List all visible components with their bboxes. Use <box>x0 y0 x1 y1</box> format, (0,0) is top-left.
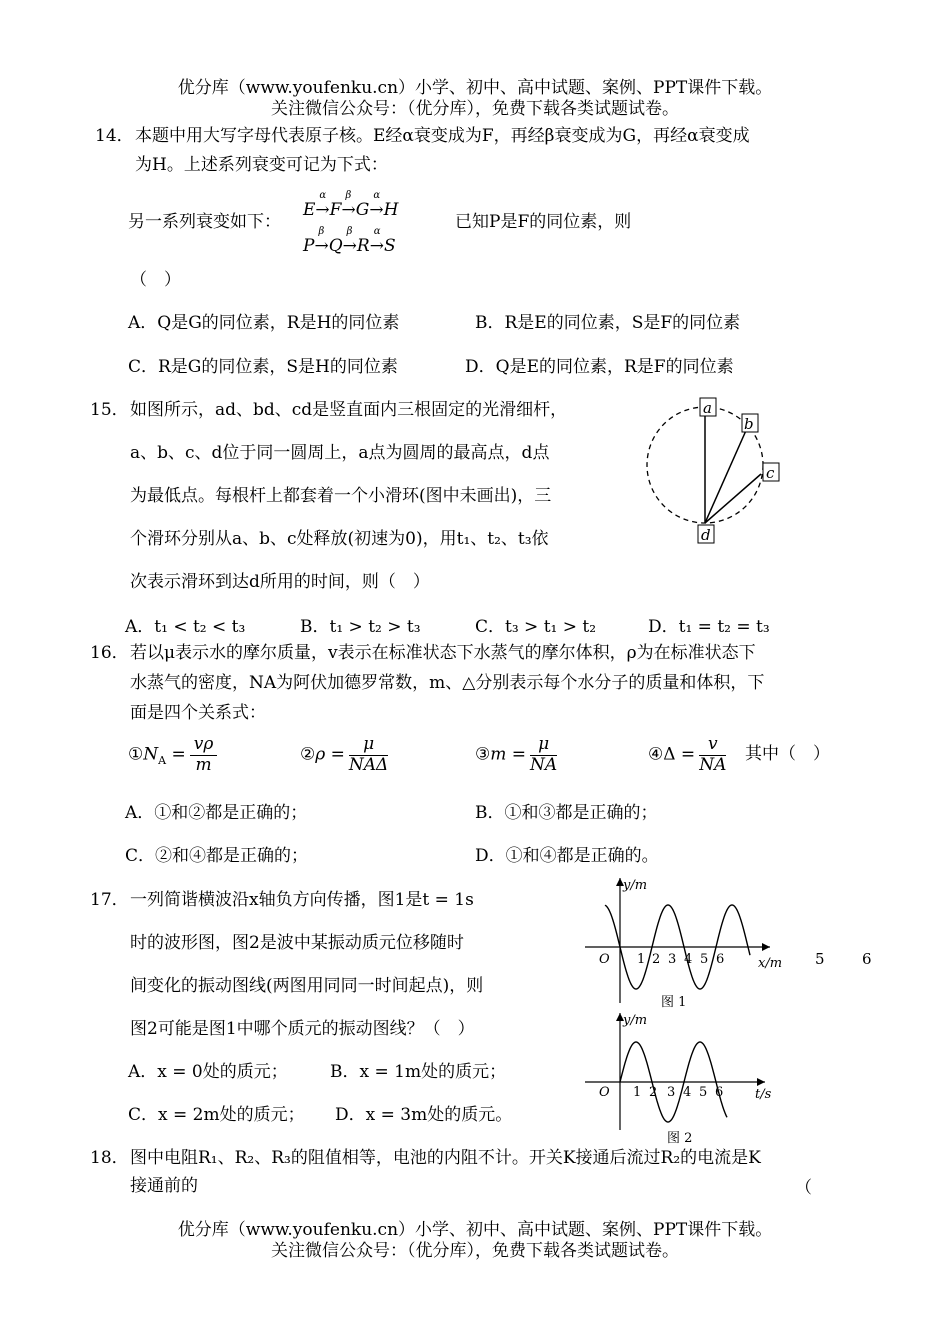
q14-option-c: C．R是G的同位素，S是H的同位素 <box>128 357 398 377</box>
q16-option-d: D．①和④都是正确的。 <box>475 846 659 866</box>
q14-option-b: B．R是E的同位素，S是F的同位素 <box>475 313 741 333</box>
footer-line-1: 优分库（www.youfenku.cn）小学、初中、高中试题、案例、PPT课件下载。 <box>177 1220 773 1240</box>
q18-line-2: 接通前的 <box>130 1176 198 1196</box>
q15-number: 15． <box>90 400 129 420</box>
circle-rods-figure <box>645 395 795 545</box>
q14-option-d: D．Q是E的同位素，R是F的同位素 <box>465 357 734 377</box>
q17-option-d: D．x = 3m处的质元。 <box>335 1105 513 1125</box>
q16-line-2: 水蒸气的密度，NA为阿伏加德罗常数，m、△分别表示每个水分子的质量和体积，下 <box>130 673 765 693</box>
fig2-tick-2: 2 <box>649 1085 658 1100</box>
header-line-1: 优分库（www.youfenku.cn）小学、初中、高中试题、案例、PPT课件下载。 <box>177 78 773 98</box>
fig1-xlabel: x/m <box>758 956 783 971</box>
q15-option-d: D．t₁ = t₂ = t₃ <box>648 617 770 637</box>
q15-line-1: 如图所示，ad、bd、cd是竖直面内三根固定的光滑细杆， <box>130 400 568 420</box>
q16-option-b: B．①和③都是正确的； <box>475 803 658 823</box>
fig2-ylabel: y/m <box>623 1013 648 1028</box>
footer-line-2: 关注微信公众号：（优分库），免费下载各类试题试卷。 <box>271 1241 679 1261</box>
q15-line-4: 个滑环分别从a、b、c处释放(初速为0)，用t₁、t₂、t₃依 <box>130 529 549 549</box>
q17-line-4: 图2可能是图1中哪个质元的振动图线？（ ） <box>130 1019 475 1039</box>
stray-number-5: 5 <box>815 950 825 968</box>
q15-option-b: B．t₁ > t₂ > t₃ <box>300 617 421 637</box>
q17-option-c: C．x = 2m处的质元； <box>128 1105 305 1125</box>
decay-chain-1: E→ α F→ β G→ α H <box>303 190 399 220</box>
fig2-tick-3: 3 <box>667 1085 676 1100</box>
fig2-x-arrow <box>757 1078 765 1086</box>
q18-line-1: 图中电阻R₁、R₂、R₃的阻值相等，电池的内阻不计。开关K接通后流过R₂的电流是K <box>130 1148 761 1168</box>
label-d: d <box>701 526 711 544</box>
q17-line-3: 间变化的振动图线(两图用同同一时间起点)，则 <box>130 976 484 996</box>
fig2-tick-5: 5 <box>699 1085 708 1100</box>
q17-option-b: B．x = 1m处的质元； <box>330 1062 507 1082</box>
q15-option-a: A．t₁ < t₂ < t₃ <box>125 617 246 637</box>
wave-figure-1 <box>585 875 785 1015</box>
fig1-x-arrow <box>762 943 770 951</box>
fig1-tick-5: 5 <box>700 952 709 967</box>
rod-cd <box>705 474 761 523</box>
label-a: a <box>703 399 712 417</box>
q14-known: 已知P是F的同位素，则 <box>455 212 632 232</box>
fig1-tick-2: 2 <box>652 952 661 967</box>
q16-tail: 其中（ ） <box>745 744 830 764</box>
fig1-caption: 图 1 <box>661 995 687 1010</box>
q14-number: 14． <box>95 126 134 146</box>
fig1-tick-1: 1 <box>637 952 646 967</box>
fig1-tick-4: 4 <box>684 952 693 967</box>
q14-intro: 另一系列衰变如下： <box>128 212 281 232</box>
header-line-2: 关注微信公众号：（优分库），免费下载各类试题试卷。 <box>271 99 679 119</box>
stray-number-6: 6 <box>862 950 872 968</box>
q17-line-2: 时的波形图，图2是波中某振动质元位移随时 <box>130 933 464 953</box>
fig2-xlabel: t/s <box>755 1087 772 1102</box>
q14-bracket: （ ） <box>130 270 181 290</box>
q15-line-3: 为最低点。每根杆上都套着一个小滑环(图中未画出)，三 <box>130 486 552 506</box>
decay-chain-2: P→ β Q→ β R→ α S <box>303 226 396 256</box>
q14-line-1: 本题中用大写字母代表原子核。E经α衰变成为F，再经β衰变成为G，再经α衰变成 <box>135 126 750 146</box>
fig2-origin: O <box>599 1085 610 1100</box>
fig1-origin: O <box>599 952 610 967</box>
fig1-tick-3: 3 <box>668 952 677 967</box>
q16-line-1: 若以μ表示水的摩尔质量，v表示在标准状态下水蒸气的摩尔体积，ρ为在标准状态下 <box>130 643 756 663</box>
q15-line-5: 次表示滑环到达d所用的时间，则（ ） <box>130 572 430 592</box>
fig2-tick-6: 6 <box>715 1085 724 1100</box>
formula-4: ④Δ = $\frac{v}{NA}$ <box>648 734 727 775</box>
q17-line-1: 一列简谐横波沿x轴负方向传播，图1是t = 1s <box>130 890 474 910</box>
q18-number: 18． <box>90 1148 129 1168</box>
q16-option-c: C．②和④都是正确的； <box>125 846 309 866</box>
fig2-tick-1: 1 <box>633 1085 642 1100</box>
q16-option-a: A．①和②都是正确的； <box>125 803 308 823</box>
q18-bracket: （ <box>795 1178 812 1198</box>
q17-option-a: A．x = 0处的质元； <box>128 1062 288 1082</box>
rod-bd <box>705 426 748 523</box>
q14-option-a: A．Q是G的同位素，R是H的同位素 <box>128 313 400 333</box>
fig1-tick-6: 6 <box>716 952 725 967</box>
fig1-ylabel: y/m <box>623 878 648 893</box>
q17-number: 17． <box>90 890 129 910</box>
formula-1: $①N_A$ = $\frac{v\rho}{m}$ <box>128 735 221 775</box>
q14-line-2: 为H。上述系列衰变可记为下式： <box>135 155 388 175</box>
fig2-tick-4: 4 <box>683 1085 692 1100</box>
label-c: c <box>766 464 775 482</box>
fig2-caption: 图 2 <box>667 1131 693 1146</box>
q15-option-c: C．t₃ > t₁ > t₂ <box>475 617 597 637</box>
formula-3: ③m = $\frac{\mu}{NA}$ <box>475 734 558 775</box>
label-b: b <box>744 415 754 433</box>
formula-2: ②ρ = $\frac{\mu}{\text{NAΔ}}$ <box>300 734 389 775</box>
q16-number: 16． <box>90 643 129 663</box>
wave-figure-2 <box>585 1010 785 1150</box>
q15-line-2: a、b、c、d位于同一圆周上，a点为圆周的最高点，d点 <box>130 443 550 463</box>
q16-line-3: 面是四个关系式： <box>130 703 266 723</box>
